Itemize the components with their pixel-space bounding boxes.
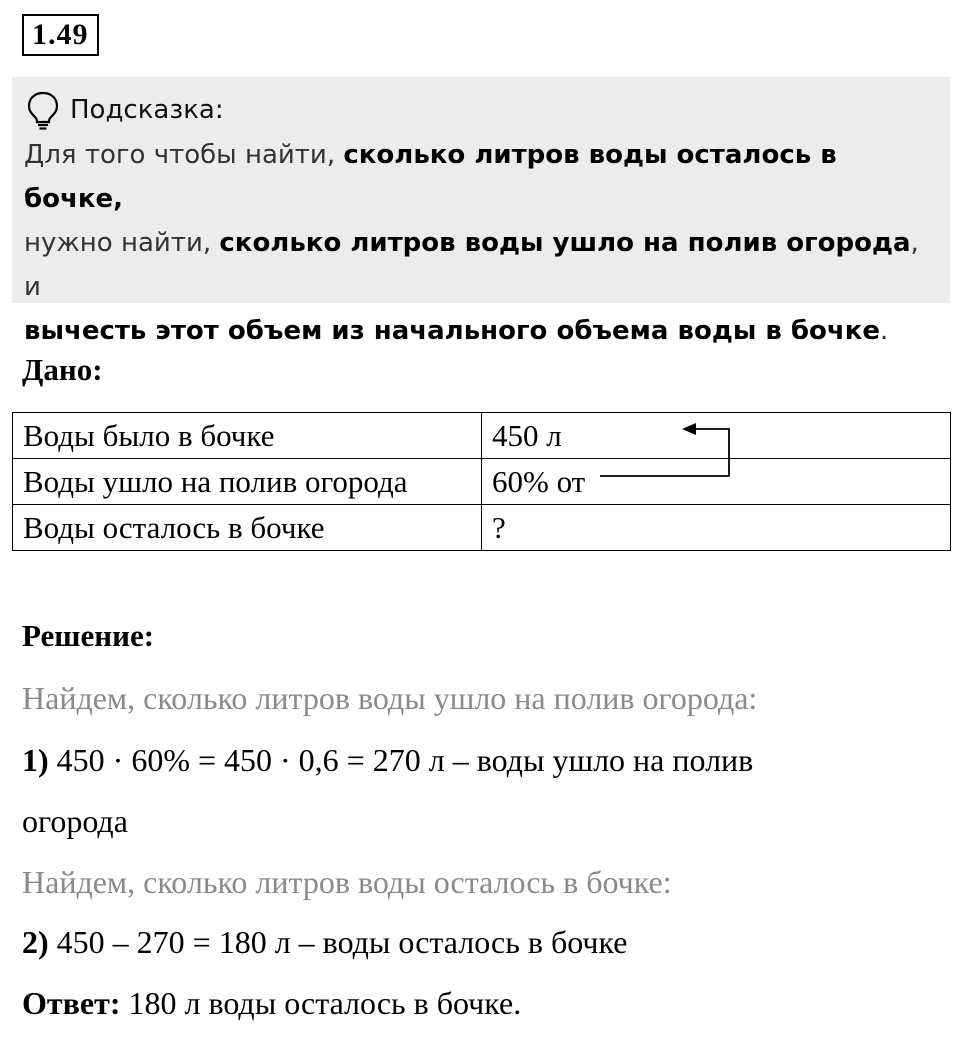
hint-line-2-tail: , и [24, 228, 919, 302]
hint-line-2-bold: сколько литров воды ушло на полив огорода [219, 228, 911, 258]
step2-intro: Найдем, сколько литров воды осталось в бочке: [22, 864, 672, 900]
hint-line-1-plain: Для того чтобы найти, [24, 140, 344, 170]
given-value: ? [482, 505, 951, 551]
given-title: Дано: [22, 352, 103, 387]
given-label: Воды ушло на полив огорода [13, 459, 482, 505]
step1-line [22, 742, 753, 779]
given-label: Воды осталось в бочке [13, 505, 482, 551]
step1-continuation: огорода [22, 803, 128, 839]
hint-line-3-bold: вычесть этот объем из начального объема воды в бочке [24, 316, 881, 346]
solution-title: Решение: [22, 618, 155, 653]
step2-number: 2) [22, 924, 49, 960]
step2-line [22, 924, 627, 961]
given-value: 60% от [482, 459, 951, 505]
answer-label: Ответ: [22, 985, 121, 1021]
step1-number: 1) [22, 742, 49, 778]
step1-intro: Найдем, сколько литров воды ушло на полив огорода: [22, 680, 758, 716]
arrow-head-icon [682, 423, 696, 435]
hint-line-1-bold: сколько литров воды осталось в бочке, [24, 140, 837, 214]
answer-line [22, 985, 521, 1022]
given-value: 450 л [482, 413, 951, 459]
hint-line-2-plain: нужно найти, [24, 228, 220, 258]
given-label: Воды было в бочке [13, 413, 482, 459]
answer-text: 180 л воды осталось в бочке. [120, 985, 522, 1021]
problem-number: 1.49 [22, 14, 99, 56]
hint-title: Подсказка: [70, 95, 224, 125]
step1-expression: 450 · 60% = 450 · 0,6 = 270 л – воды ушло на полив [48, 742, 754, 778]
hint-line-3-tail: . [880, 316, 889, 346]
step2-expression: 450 – 270 = 180 л – воды осталось в бочке [48, 924, 628, 960]
